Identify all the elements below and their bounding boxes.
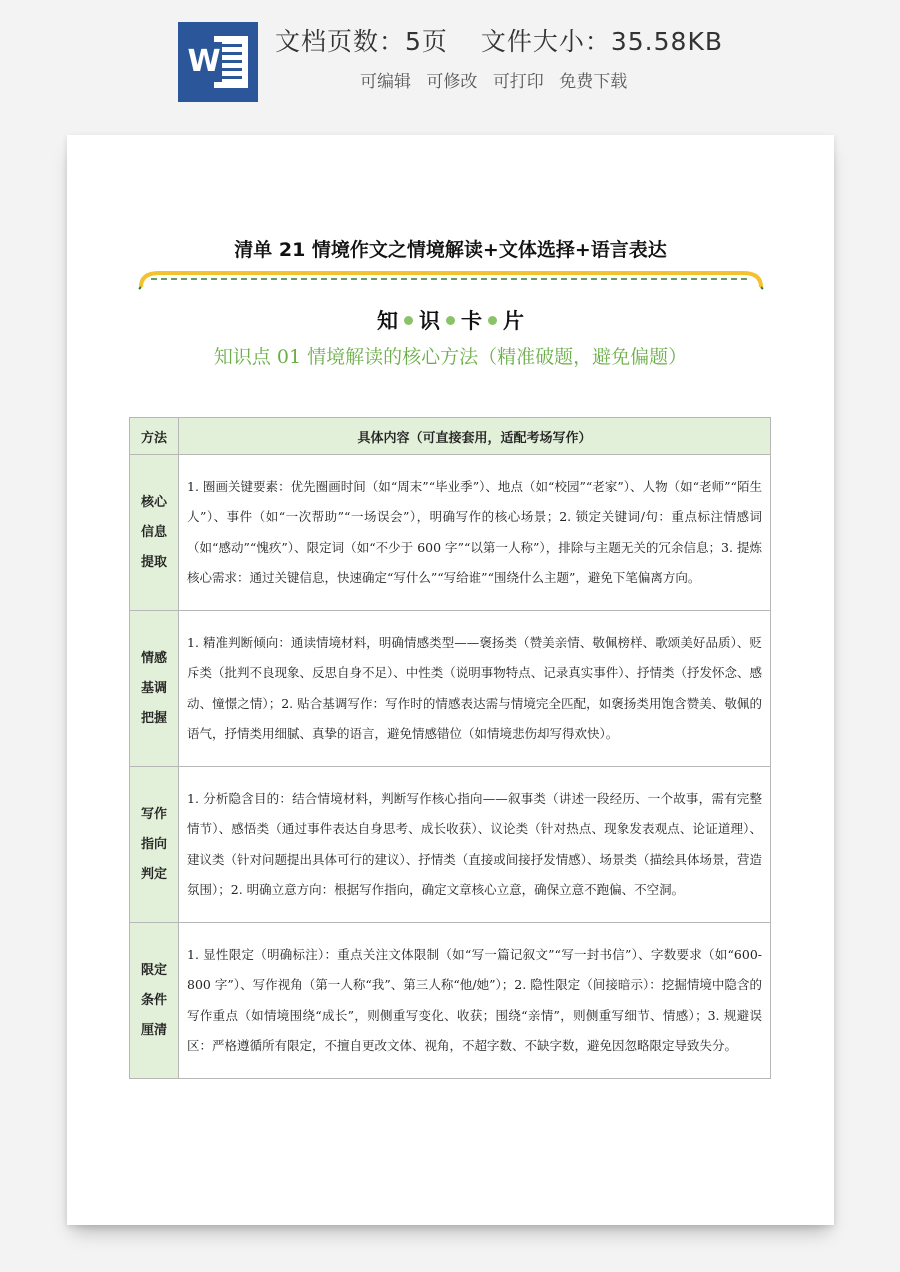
table-row [130,611,771,767]
decoration-right-hook [761,287,763,289]
table-header-row [130,418,771,455]
tag-free-download: 免费下载 [559,72,628,92]
knowledge-card-title [67,305,834,335]
title-decoration [137,267,765,291]
card-char: 知 [377,309,398,333]
header-method: 方法 [130,418,179,455]
table-row [130,767,771,923]
word-document-icon [178,22,258,102]
knowledge-point-heading: 知识点 01 情境解读的核心方法（精准破题，避免偏题） [213,346,688,368]
method-cell [130,611,179,767]
tag-modifiable: 可修改 [426,72,478,92]
methods-table [129,417,771,1079]
method-cell [130,923,179,1079]
green-dot-icon [488,316,497,325]
decoration-yellow-band [141,273,761,287]
content-cell: 1. 精准判断倾向：通读情境材料，明确情感类型——褒扬类（赞美亲情、敬佩榜样、歌颂美好品质）、贬斥类（批判不良现象、反思自身不足）、中性类（说明事物特点、记录真实事件）、抒情类（抒发怀念、感动、憧憬之情）；2. 贴合基调写作：写作时的情感表达需与情境完全匹配，如褒扬类用饱含赞美、敬佩的语气，抒情类用细腻、真挚的语言，避免情感错位（如情境悲伤却写得欢快）。 [179,611,771,767]
method-line: 判定 [140,866,167,882]
method-line: 基调 [140,680,167,696]
content-cell: 1. 分析隐含目的：结合情境材料，判断写作核心指向——叙事类（讲述一段经历、一个故事，需有完整情节）、感悟类（通过事件表达自身思考、成长收获）、议论类（针对热点、现象发表观点、论证道理）、建议类（针对问题提出具体可行的建议）、抒情类（直接或间接抒发情感）、场景类（描绘具体场景，营造氛围）；2. 明确立意方向：根据写作指向，确定文章核心立意，确保立意不跑偏、不空洞。 [179,767,771,923]
header-content: 具体内容（可直接套用，适配考场写作） [179,418,771,455]
card-char: 片 [503,309,524,333]
decoration-left-hook [139,287,141,289]
method-line: 写作 [140,806,167,822]
method-cell [130,767,179,923]
table-row [130,923,771,1079]
method-line: 核心 [140,494,167,510]
tag-printable: 可打印 [492,72,544,92]
content-cell: 1. 圈画关键要素：优先圈画时间（如“周末”“毕业季”）、地点（如“校园”“老家”）、人物（如“老师”“陌生人”）、事件（如“一次帮助”“一场误会”），明确写作的核心场景；2. 锁定关键词/句：重点标注情感词（如“感动”“愧疚”）、限定词（如“不少于 600 字”“以第一人称”），排除与主题无关的冗余信息；3. 提炼核心需求：通过关键信息，快速确定“写什么”“写给谁”“围绕什么主题”，避免下笔偏离方向。 [179,455,771,611]
method-line: 限定 [140,962,167,978]
file-info-line [275,22,747,58]
method-line: 提取 [140,554,167,570]
table-row [130,455,771,611]
green-dot-icon [404,316,413,325]
card-char: 卡 [461,309,482,333]
content-cell: 1. 显性限定（明确标注）：重点关注文体限制（如“写一篇记叙文”“写一封书信”）、字数要求（如“600-800 字”）、写作视角（第一人称“我”、第三人称“他/她”）；2. 隐性限定（间接暗示）：挖掘情境中隐含的写作重点（如情境围绕“成长”，则侧重写变化、收获；围绕“亲情”，则侧重写细节、情感）；3. 规避误区：严格遵循所有限定，不擅自更改文体、视角，不超字数、不缺字数，避免因忽略限定导致失分。 [179,923,771,1079]
method-line: 指向 [140,836,167,852]
document-page [67,135,834,1225]
method-line: 条件 [140,992,167,1008]
method-line: 信息 [140,524,167,540]
file-info-banner [0,0,900,118]
document-title: 清单 21 情境作文之情境解读+文体选择+语言表达 [234,239,667,261]
method-line: 把握 [140,710,167,726]
method-line: 厘清 [140,1022,167,1038]
green-dot-icon [446,316,455,325]
card-char: 识 [419,309,440,333]
method-line: 情感 [140,650,167,666]
word-icon-letter: W [186,42,222,82]
page-count-label: 文档页数：5页 [275,27,448,56]
file-tags [360,67,637,92]
file-size-label: 文件大小：35.58KB [480,27,723,56]
method-cell [130,455,179,611]
tag-editable: 可编辑 [360,72,411,92]
